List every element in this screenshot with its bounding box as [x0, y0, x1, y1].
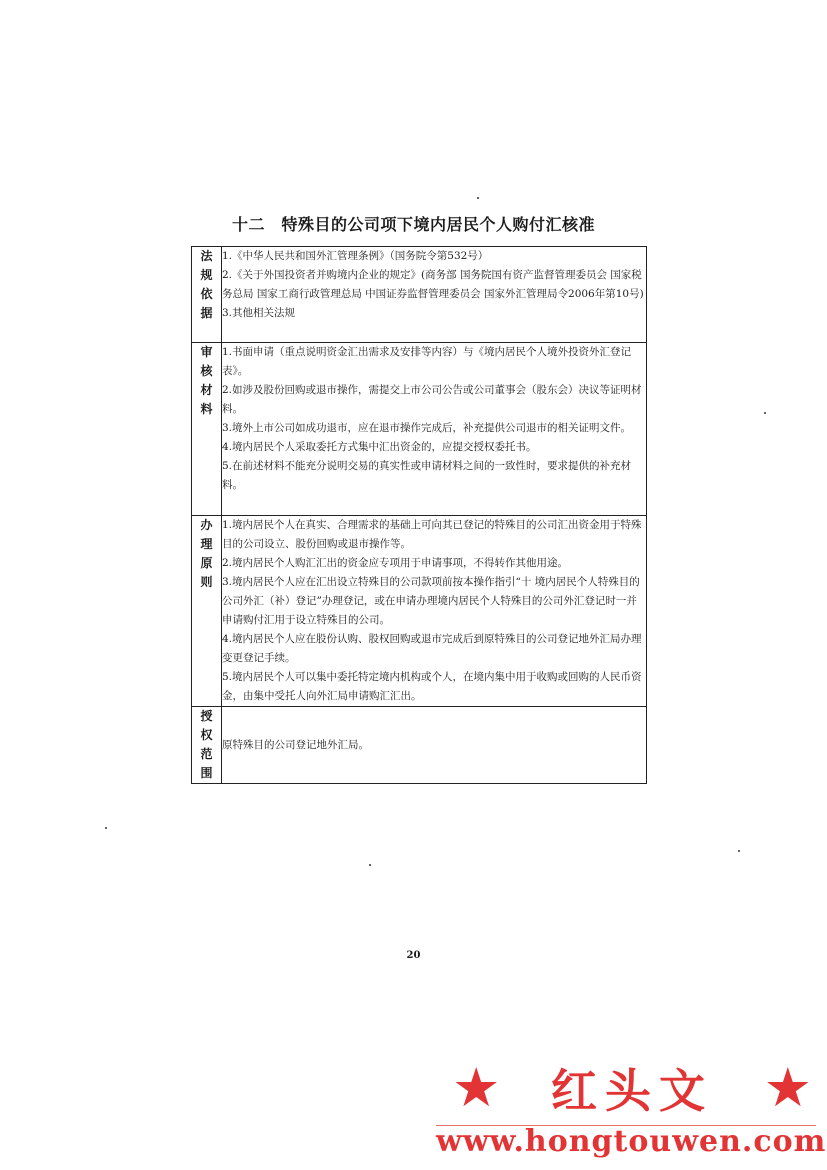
scan-speck [738, 850, 740, 852]
list-item: 5.境内居民个人可以集中委托特定境内机构或个人，在境内集中用于收购或回购的人民币资金，由集中受托人向外汇局申请购汇汇出。 [222, 671, 642, 702]
list-item: 1.境内居民个人在真实、合理需求的基础上可向其已登记的特殊目的公司汇出资金用于特殊目的公司设立、股份回购或退市操作等。 [222, 519, 642, 550]
list-item: 4.境内居民个人应在股份认购、股权回购或退市完成后到原特殊目的公司登记地外汇局办理变更登记手续。 [222, 633, 642, 664]
list-item: 3.境内居民个人应在汇出设立特殊目的公司款项前按本操作指引“十 境内居民个人特殊目的公司外汇（补）登记”办理登记，或在申请办理境内居民个人特殊目的公司外汇登记时一并申请购付汇用于设立特殊目的公司。 [222, 576, 640, 626]
list-item: 原特殊目的公司登记地外汇局。 [222, 738, 369, 751]
section-content-review-materials [222, 343, 647, 516]
section-content-principles [222, 516, 647, 707]
scan-speck [105, 827, 107, 829]
table-row-principles [192, 516, 647, 707]
scan-speck [477, 197, 479, 199]
table-row-legal-basis [192, 247, 647, 343]
list-item: 2.如涉及股份回购或退市操作，需提交上市公司公告或公司董事会（股东会）决议等证明材料。 [222, 384, 642, 415]
section-heading-legal-basis: 法规依据 [192, 247, 222, 343]
list-item: 4.境内居民个人采取委托方式集中汇出资金的，应提交授权委托书。 [222, 441, 537, 453]
list-item: 5.在前述材料不能充分说明交易的真实性或申请材料之间的一致性时，要求提供的补充材料。 [222, 460, 632, 491]
approval-table [191, 246, 647, 784]
watermark-logo [452, 1058, 812, 1118]
list-item: 1.书面申请（重点说明资金汇出需求及安排等内容）与《境内居民个人境外投资外汇登记表》。 [222, 346, 632, 377]
section-heading-review-materials: 审核材料 [192, 343, 222, 516]
table-row-authorization-scope [192, 707, 647, 784]
document-title: 十二 特殊目的公司项下境内居民个人购付汇核准 [231, 215, 595, 234]
watermark-url: www.hongtouwen.com [436, 1124, 827, 1159]
section-heading-principles: 办理原则 [192, 516, 222, 707]
list-item: 3.境外上市公司如成功退市，应在退市操作完成后，补充提供公司退市的相关证明文件。 [222, 422, 632, 434]
list-item: 2.《关于外国投资者并购境内企业的规定》(商务部 国务院国有资产监督管理委员会 国家税务总局 国家工商行政管理总局 中国证券监督管理委员会 国家外汇管理局令2006年第10号) [222, 269, 644, 300]
table-row-review-materials [192, 343, 647, 516]
star-icon: ★ [763, 1056, 812, 1119]
list-item: 2.境内居民个人购汇汇出的资金应专项用于申请事项，不得转作其他用途。 [222, 557, 569, 569]
section-content-legal-basis [222, 247, 647, 343]
list-item: 3.其他相关法规 [222, 307, 296, 319]
scan-speck [369, 864, 371, 866]
watermark-text: 红头文 [551, 1064, 713, 1118]
scan-speck [764, 412, 766, 414]
page-number: 20 [406, 950, 421, 961]
star-icon: ★ [452, 1056, 501, 1119]
section-heading-authorization-scope: 授权范围 [192, 707, 222, 784]
list-item: 1.《中华人民共和国外汇管理条例》（国务院令第532号） [222, 250, 489, 262]
section-content-authorization-scope [222, 707, 647, 784]
